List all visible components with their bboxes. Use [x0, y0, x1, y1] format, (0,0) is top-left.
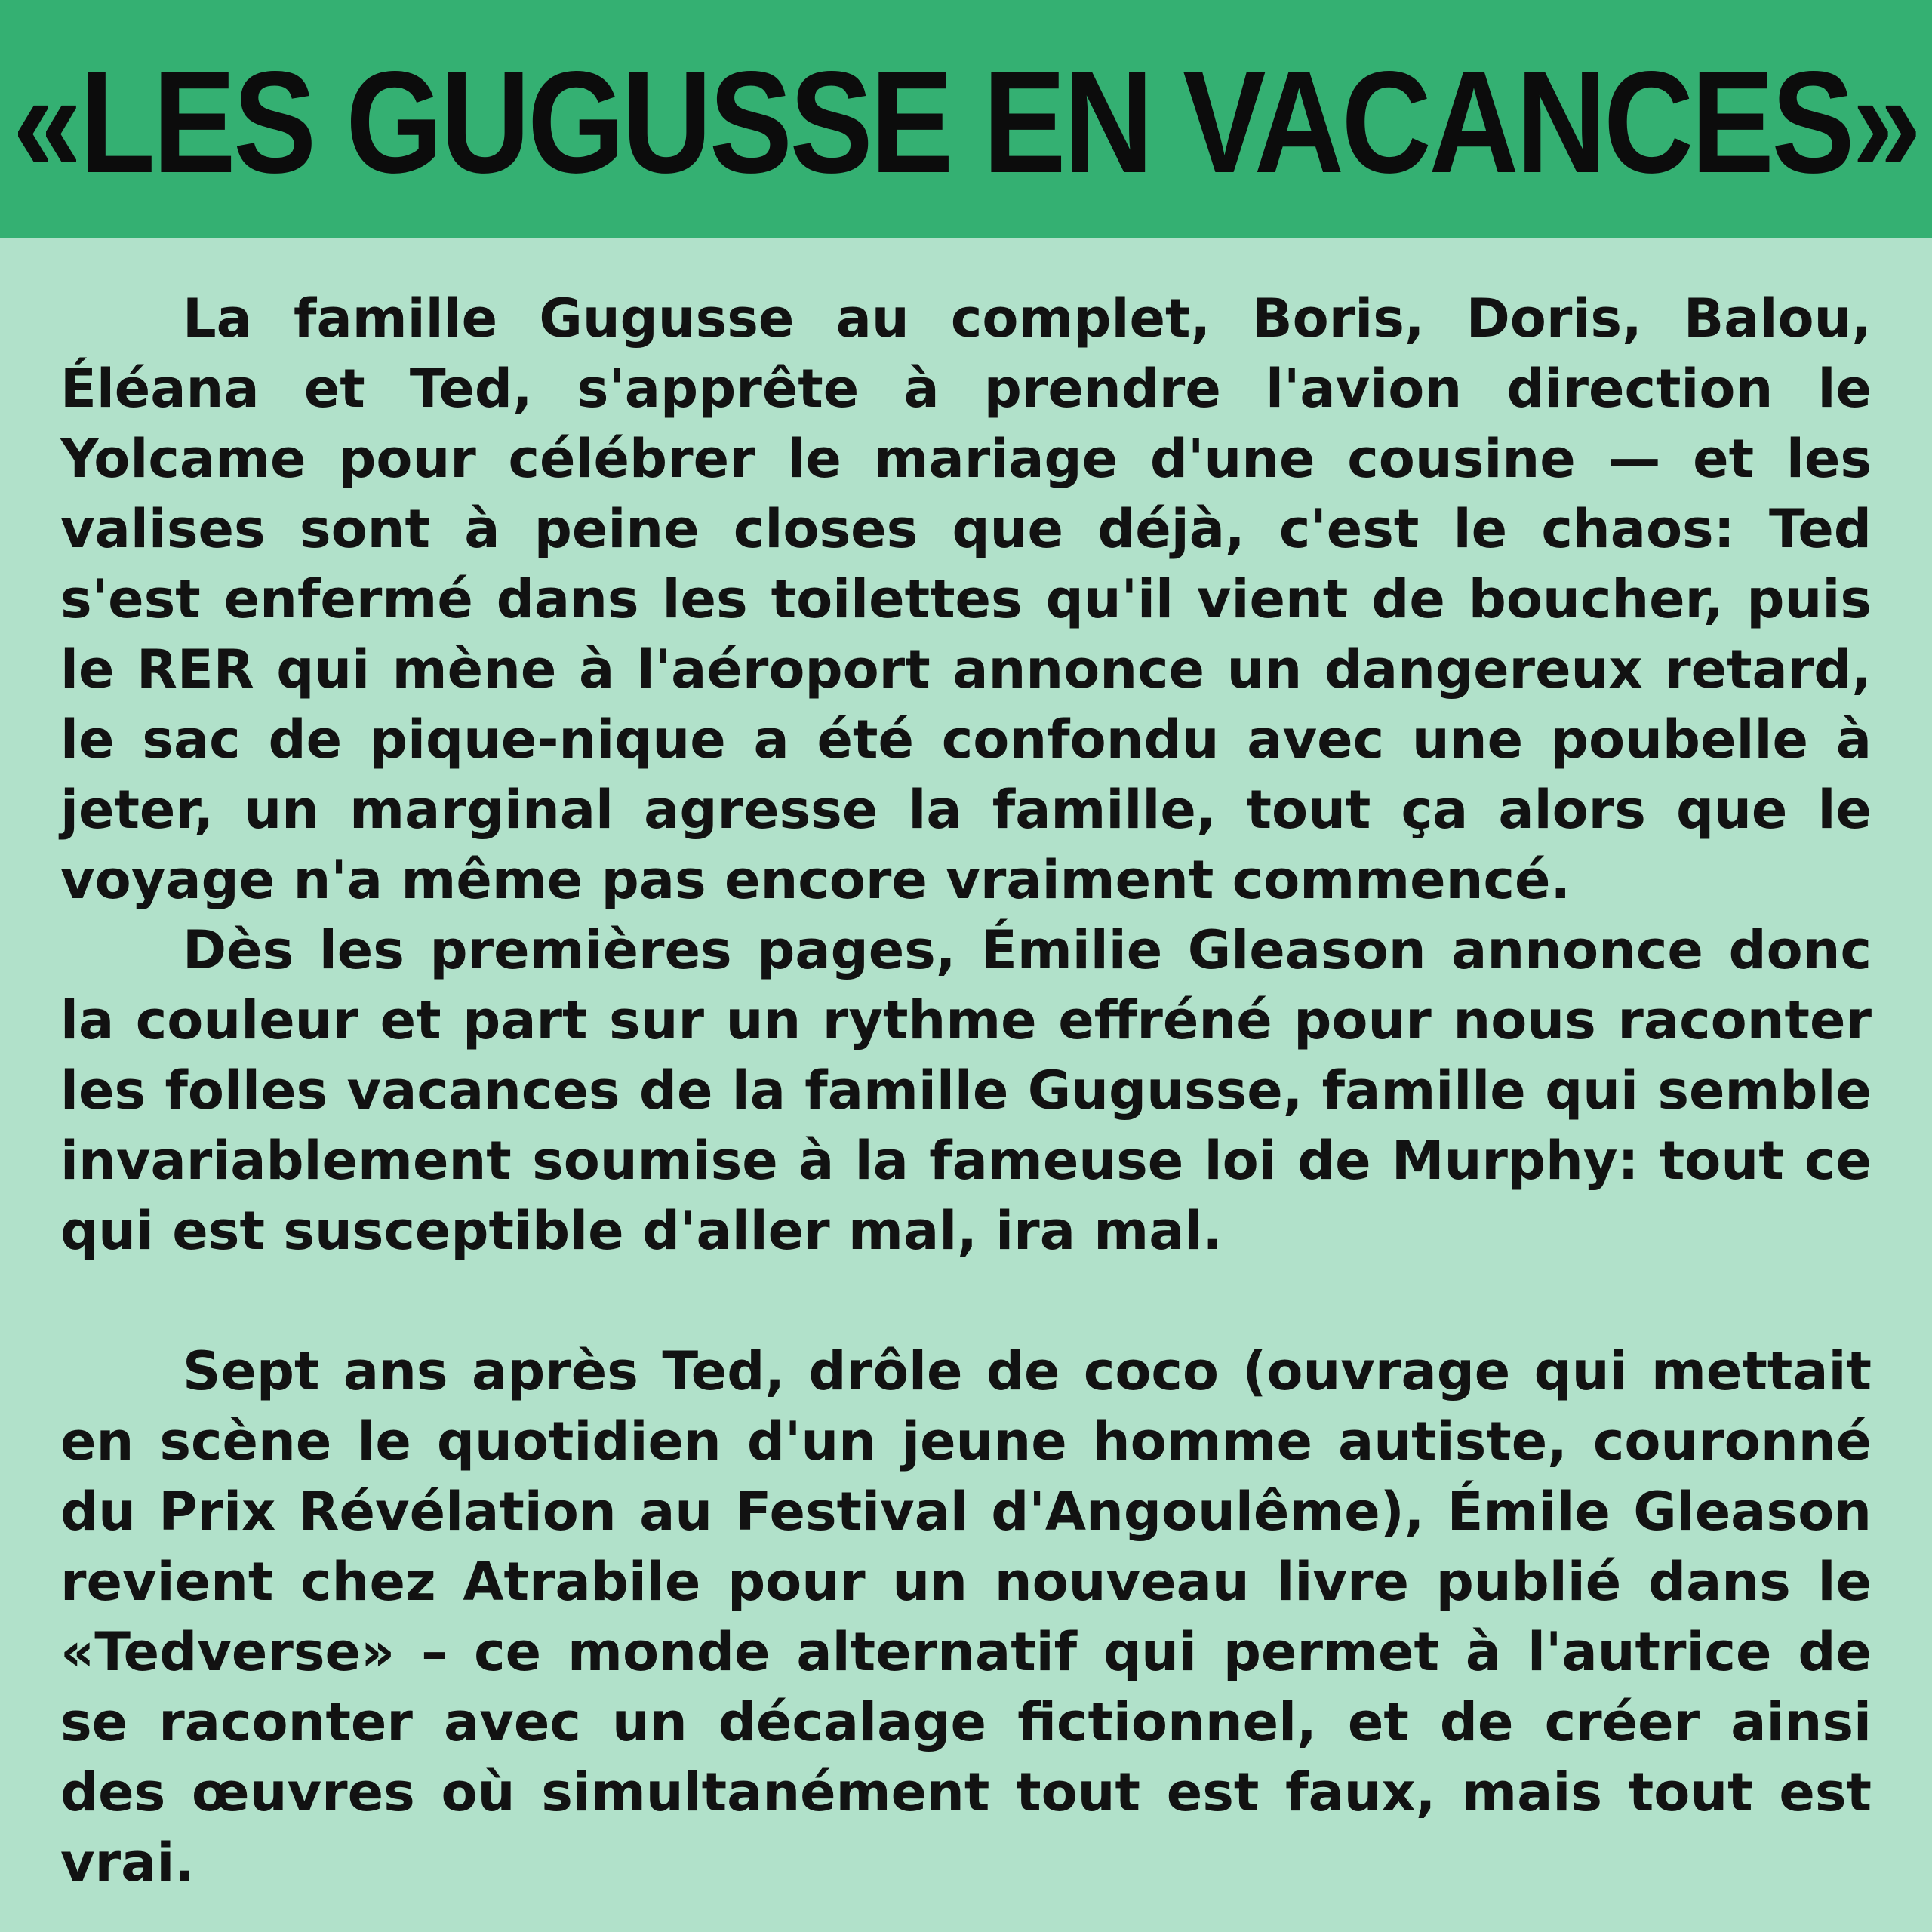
paragraph-rhythm: Dès les premières pages, Émilie Gleason annonce donc la couleur et part sur un rythme effréné pour nous raconter les folles vacances de la famille Gugusse, famille qui semble invariablement soumise à la fameuse loi de Murphy: tout ce qui est susceptible d'aller mal, ira mal. — [60, 919, 1872, 1262]
article-body — [60, 284, 1872, 1898]
paragraph-tedverse: Sept ans après Ted, drôle de coco (ouvrage qui mettait en scène le quotidien d'un jeune homme autiste, couronné du Prix Révélation au Festival d'Angoulême), Émile Gleason revient chez Atrabile pour un nouveau livre publié dans le «Tedverse» – ce monde alternatif qui permet à l'autrice de se raconter avec un décalage fictionnel, et de créer ainsi des œuvres où simultanément tout est faux, mais tout est vrai. — [60, 1340, 1872, 1894]
title-banner — [0, 0, 1932, 238]
page-title: «LES GUGUSSE EN VACANCES» — [13, 41, 1919, 203]
paragraph-intro: La famille Gugusse au complet, Boris, Doris, Balou, Éléana et Ted, s'apprête à prendre l'avion direction le Yolcame pour célébrer le mariage d'une cousine — et les valises sont à peine closes que déjà, c'est le chaos: Ted s'est enfermé dans les toilettes qu'il vient de boucher, puis le RER qui mène à l'aéroport annonce un dangereux retard, le sac de pique-nique a été confondu avec une poubelle à jeter, un marginal agresse la famille, tout ça alors que le voyage n'a même pas encore vraiment commencé. — [60, 288, 1872, 911]
